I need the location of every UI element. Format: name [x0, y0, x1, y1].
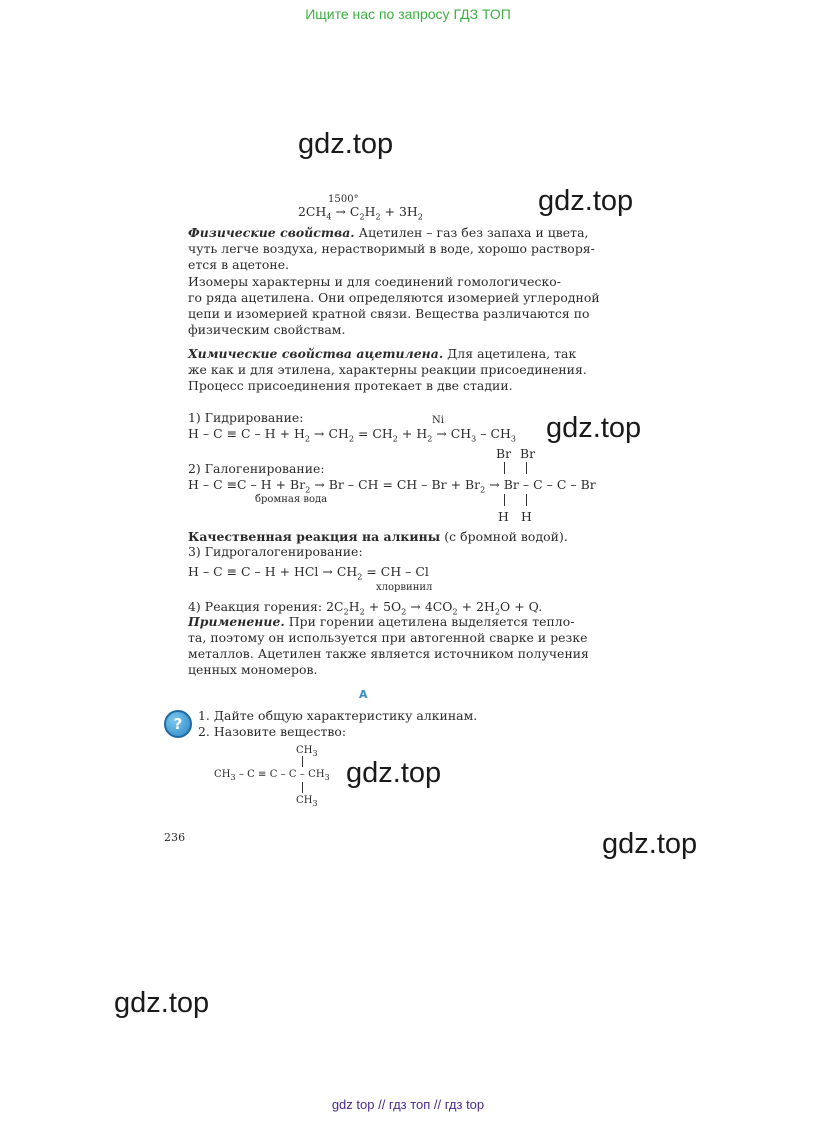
hydrogen-substituent: H: [521, 509, 532, 524]
combustion-equation: 4) Реакция горения: $2C_2H_2 + 5O_2 \to 4CO_2 + 2H_2O + Q$.: [188, 599, 543, 617]
watermark: gdz.top: [546, 412, 642, 444]
bromine-substituent: Br: [520, 446, 536, 461]
section-letter: A: [359, 688, 368, 701]
halogenation-title: 2) Галогенирование:: [188, 461, 325, 476]
hydrogen-substituent: H: [498, 509, 509, 524]
bond-line: [302, 782, 303, 793]
hydrogenation-title: 1) Гидрирование:: [188, 410, 304, 425]
bond-line: [526, 494, 527, 506]
page-number: 236: [164, 831, 186, 844]
application-title: Применение.: [188, 614, 285, 629]
methane-pyrolysis-equation: $2CH_4 \to C_2H_2 + 3H_2$: [298, 204, 423, 222]
question-1: 1. Дайте общую характеристику алкинам.: [198, 708, 478, 723]
bond-line: [302, 756, 303, 767]
halogenation-equation: $H - C \equiv C - H + Br_2 \to Br$ – CH = CH – $Br + Br_2 \to Br - C - C - Br$: [188, 477, 596, 495]
watermark: gdz.top: [602, 828, 698, 860]
structural-formula-top: $CH_3$: [296, 745, 318, 758]
bond-line: [504, 462, 505, 474]
hydrohalogenation-equation: H – C ≡ C – H + HCl → $CH_2$ = CH – Cl: [188, 564, 429, 582]
hydrogenation-equation: $H - C \equiv C - H + H_2 \to CH_2 = CH_2 + H_2 \to CH_3 - CH_3$: [188, 426, 517, 444]
watermark: gdz.top: [538, 185, 634, 217]
watermark: gdz.top: [114, 987, 210, 1019]
qualitative-reaction-line: Качественная реакция на алкины (с бромной водой).: [188, 529, 568, 544]
chemical-properties-paragraph: Химические свойства ацетилена. Для ацетилена, так же как и для этилена, характерны реакции присоединения. Процесс присоединения протекает в две стадии.: [188, 346, 587, 393]
vinyl-chloride-label: хлорвинил: [376, 582, 433, 593]
footer-links[interactable]: gdz top // гдз топ // гдз top: [331, 1097, 485, 1112]
physical-properties-paragraph: Физические свойства. Ацетилен – газ без запаха и цвета, чуть легче воздуха, нерастворимый в воде, хорошо растворя- ется в ацетоне.: [188, 225, 595, 272]
watermark: gdz.top: [298, 128, 394, 160]
application-paragraph: Применение. При горении ацетилена выделяется тепло- та, поэтому он используется при автогенной сварке и резке металлов. Ацетилен также является источником получения ценных мономеров.: [188, 614, 589, 677]
bromine-water-label: бромная вода: [255, 494, 328, 505]
chemical-properties-title: Химические свойства ацетилена.: [188, 346, 444, 361]
physical-properties-title: Физические свойства.: [188, 225, 355, 240]
hydrohalogenation-title: 3) Гидрогалогенирование:: [188, 544, 363, 559]
structural-formula-main: $CH_3 - C \equiv C - C - CH_3$: [214, 769, 330, 782]
question-2: 2. Назовите вещество:: [198, 724, 347, 739]
structural-formula-bottom: $CH_3$: [296, 795, 318, 808]
watermark: gdz.top: [346, 757, 442, 789]
bond-line: [526, 462, 527, 474]
nickel-catalyst-label: Ni: [432, 415, 445, 426]
reaction-temperature: 1500°: [328, 194, 359, 205]
bond-line: [504, 494, 505, 506]
isomers-paragraph: Изомеры характерны и для соединений гомологическо- го ряда ацетилена. Они определяются изомерией углеродной цепи и изомерией кратной связи. Вещества различаются по физическим свойствам.: [188, 274, 600, 337]
top-search-link[interactable]: Ищите нас по запросу ГДЗ ТОП: [305, 6, 511, 22]
bromine-substituent: Br: [496, 446, 512, 461]
question-icon: ?: [164, 710, 192, 738]
